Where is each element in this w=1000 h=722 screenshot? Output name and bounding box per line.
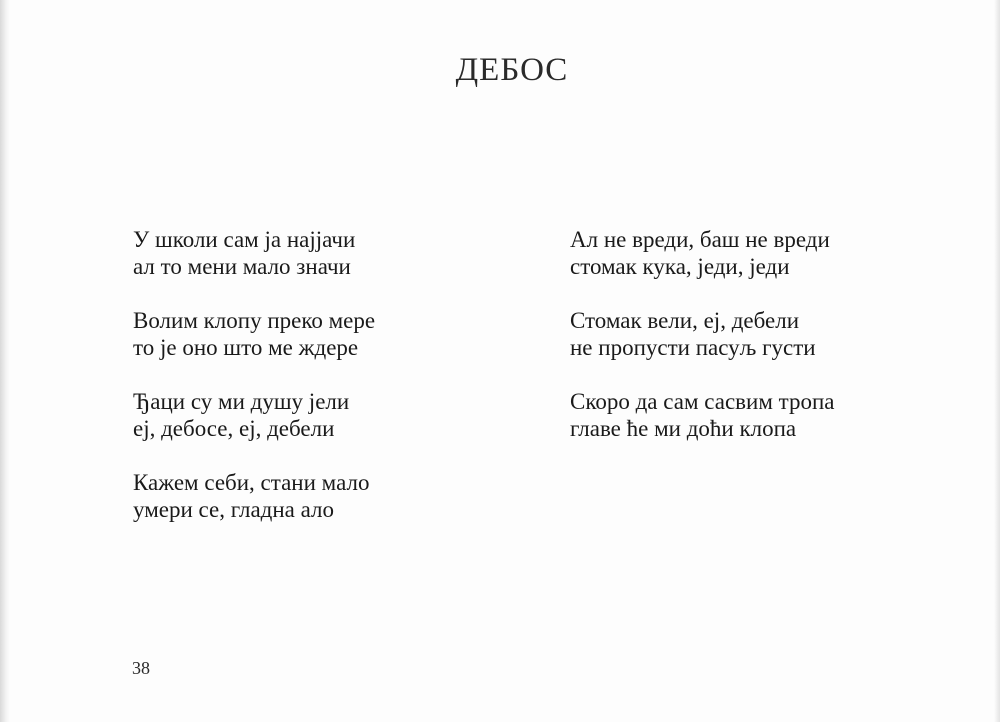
verse-line: Ал не вреди, баш не вреди: [570, 227, 830, 252]
poem-column-right: [570, 226, 835, 469]
verse-line: главе ће ми доћи клопа: [570, 416, 797, 441]
stanza: [570, 226, 835, 280]
stanza: [133, 469, 375, 523]
page-edge: [994, 0, 1000, 722]
spine-shadow: [0, 0, 10, 722]
poem-title: ДЕБОС: [455, 52, 569, 88]
stanza: [570, 388, 835, 442]
poem-column-left: [133, 226, 375, 550]
verse-line: стомак кука, једи, једи: [570, 254, 790, 279]
verse-line: Стомак вели, еј, дебели: [570, 308, 800, 333]
verse-line: Скоро да сам сасвим тропа: [570, 389, 835, 414]
verse-line: не пропусти пасуљ густи: [570, 335, 816, 360]
verse-line: умери се, гладна ало: [133, 497, 335, 522]
page-number: 38: [132, 658, 150, 678]
stanza: [570, 307, 835, 361]
verse-line: У школи сам ја најјачи: [133, 227, 356, 252]
verse-line: ал то мени мало значи: [133, 254, 351, 279]
verse-line: Кажем себи, стани мало: [133, 470, 370, 495]
stanza: [133, 388, 375, 442]
verse-line: Волим клопу преко мере: [133, 308, 376, 333]
verse-line: то је оно што ме ждере: [133, 335, 359, 360]
verse-line: еј, дебосе, еј, дебели: [133, 416, 335, 441]
verse-line: Ђаци су ми душу јели: [133, 389, 350, 414]
stanza: [133, 307, 375, 361]
stanza: [133, 226, 375, 280]
